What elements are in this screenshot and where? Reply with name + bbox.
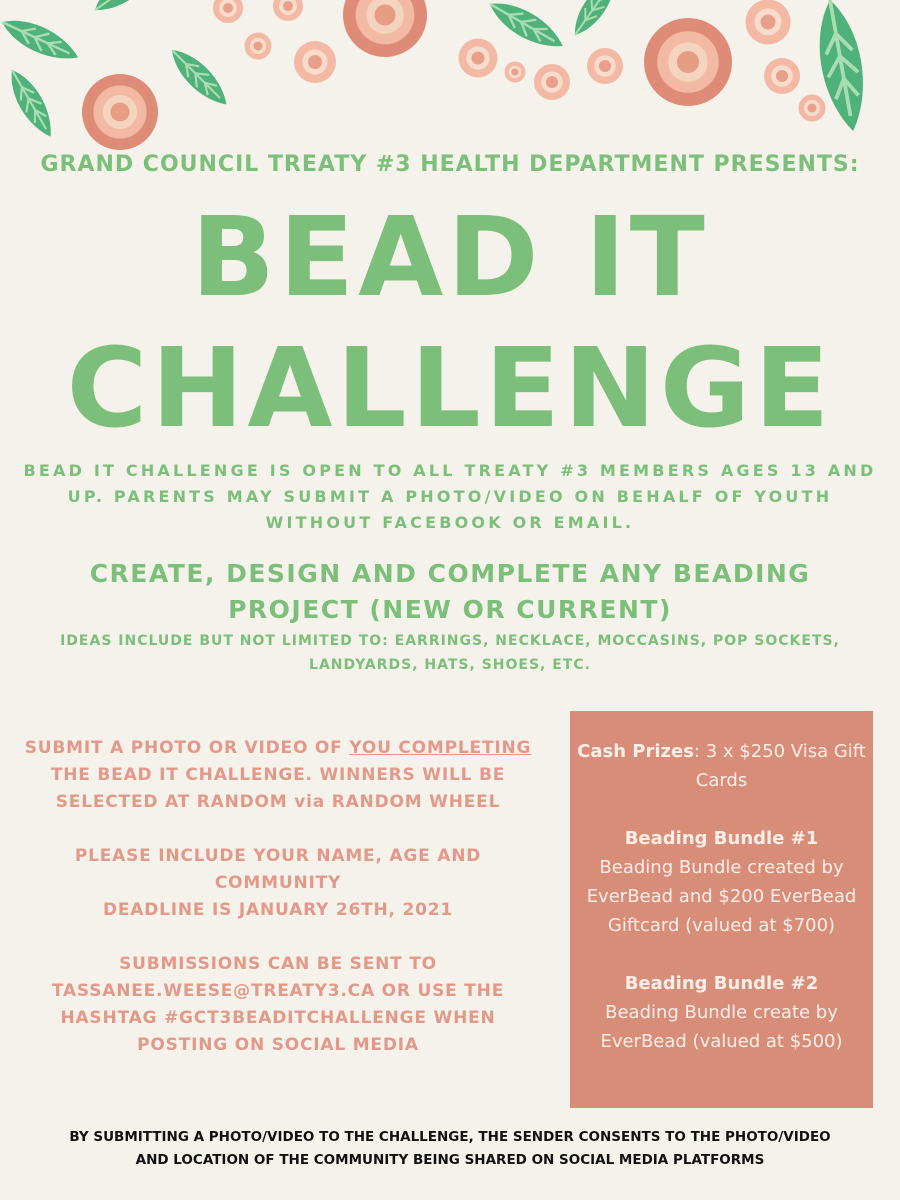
bundle-2-text: Beading Bundle create by EverBead (valued at $500): [600, 1002, 843, 1052]
consent-footer: [0, 1126, 900, 1172]
floral-decoration: [0, 0, 900, 160]
leaf-icon: [88, 0, 164, 19]
submit-text: SUBMIT A PHOTO OR VIDEO OF: [24, 738, 350, 758]
bundle-2: [570, 969, 873, 1056]
eligibility-text: BEAD IT CHALLENGE IS OPEN TO ALL TREATY #3 MEMBERS AGES 13 AND UP. PARENTS MAY SUBMIT A PHOTO/VIDEO ON BEHALF OF YOUTH WITHOUT FACEBOOK OR EMAIL.: [23, 461, 877, 532]
prizes-box: [570, 711, 873, 1108]
title-line-2: CHALLENGE: [66, 324, 834, 452]
submit-text-rest: THE BEAD IT CHALLENGE. WINNERS WILL BE SELECTED AT RANDOM via RANDOM WHEEL: [50, 765, 506, 812]
flower-icon: [644, 18, 732, 106]
details-paragraph: [18, 843, 538, 924]
flower-icon: [213, 0, 243, 23]
leaf-icon: [0, 11, 83, 69]
submissions-paragraph: SUBMISSIONS CAN BE SENT TO TASSANEE.WEESE@TREATY3.CA OR USE THE HASHTAG #GCT3BEADITCHALLENGE WHEN POSTING ON SOCIAL MEDIA: [51, 954, 505, 1055]
flower-icon: [505, 62, 526, 83]
submit-paragraph: [18, 735, 538, 816]
flower-icon: [587, 48, 623, 84]
leaf-icon: [484, 0, 569, 57]
submit-underlined-text: YOU COMPLETING: [349, 738, 532, 758]
create-heading-line-1: CREATE, DESIGN AND COMPLETE ANY BEADING: [89, 559, 811, 588]
consent-line-2: AND LOCATION OF THE COMMUNITY BEING SHARED ON SOCIAL MEDIA PLATFORMS: [135, 1152, 765, 1168]
ideas-text: IDEAS INCLUDE BUT NOT LIMITED TO: EARRINGS, NECKLACE, MOCCASINS, POP SOCKETS, LANDYARDS, HATS, SHOES, ETC.: [60, 633, 840, 673]
leaf-icon: [566, 0, 623, 41]
include-text: PLEASE INCLUDE YOUR NAME, AGE AND COMMUNITY: [74, 846, 482, 893]
flower-icon: [459, 39, 498, 78]
consent-line-1: BY SUBMITTING A PHOTO/VIDEO TO THE CHALLENGE, THE SENDER CONSENTS TO THE PHOTO/VIDEO: [69, 1129, 831, 1145]
create-heading-line-2: PROJECT (NEW OR CURRENT): [228, 595, 672, 624]
bundle-2-title: Beading Bundle #2: [624, 973, 819, 994]
bundle-1-text: Beading Bundle created by EverBead and $200 EverBead Giftcard (valued at $700): [586, 857, 857, 936]
flower-icon: [764, 58, 800, 94]
cash-prize: [570, 737, 873, 795]
title-line-1: BEAD IT: [191, 193, 709, 321]
flower-icon: [82, 74, 158, 150]
flower-icon: [273, 0, 303, 21]
cash-prize-label: Cash Prizes: [577, 741, 694, 762]
create-heading: [40, 556, 860, 628]
flower-icon: [245, 33, 272, 60]
flower-icon: [294, 41, 336, 83]
presenter-heading: GRAND COUNCIL TREATY #3 HEALTH DEPARTMENT PRESENTS:: [40, 152, 860, 177]
leaf-icon: [2, 64, 61, 142]
flower-icon: [799, 95, 826, 122]
submission-instructions: [18, 735, 538, 1086]
leaf-icon: [164, 42, 235, 113]
bundle-1-title: Beading Bundle #1: [624, 828, 819, 849]
deadline-text: DEADLINE IS JANUARY 26TH, 2021: [102, 900, 454, 920]
flower-icon: [746, 0, 791, 45]
flower-icon: [343, 0, 427, 57]
cash-prize-text: : 3 x $250 Visa Gift Cards: [693, 741, 866, 791]
bundle-1: [570, 824, 873, 940]
flower-icon: [534, 64, 570, 100]
